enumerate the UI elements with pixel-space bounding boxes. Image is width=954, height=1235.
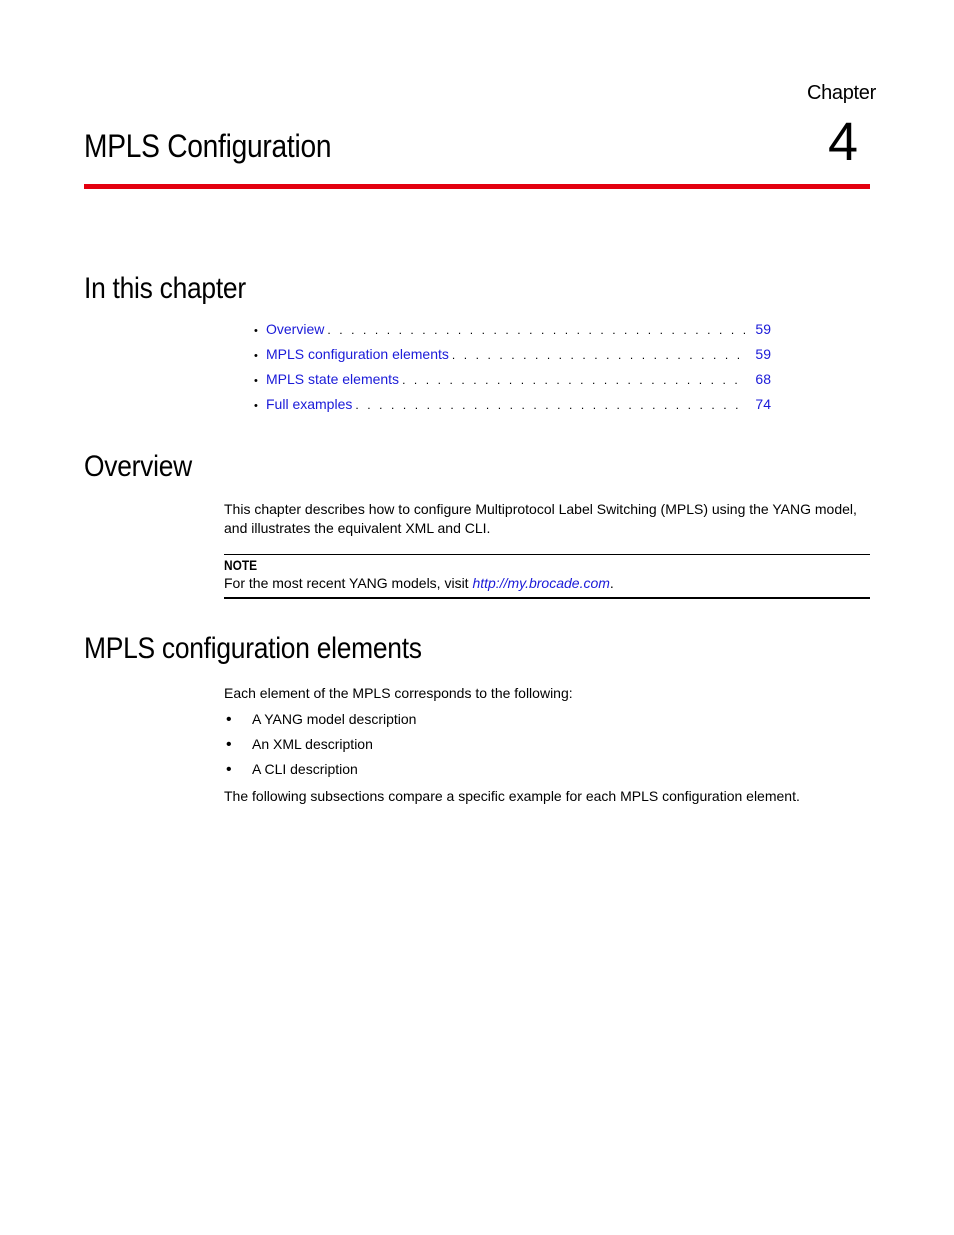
bullet-icon: • (226, 761, 232, 778)
bullet-icon: • (226, 736, 232, 753)
toc-item[interactable] (254, 321, 771, 346)
config-elements-outro: The following subsections compare a specific example for each MPLS configuration element. (224, 788, 800, 804)
in-this-chapter-heading: In this chapter (84, 272, 246, 305)
toc-page[interactable]: 74 (755, 396, 771, 412)
toc-leader (355, 398, 747, 412)
toc-link-mpls-configuration-elements[interactable]: MPLS configuration elements (266, 346, 449, 362)
toc-item[interactable] (254, 371, 771, 396)
note-text: For the most recent YANG models, visit (224, 575, 473, 591)
bullet-icon: • (254, 400, 258, 412)
list-item-text: A CLI description (252, 761, 358, 777)
toc-leader (402, 373, 747, 387)
toc-page[interactable]: 59 (755, 321, 771, 337)
config-elements-list (224, 711, 416, 786)
note-end: . (609, 575, 614, 591)
overview-heading: Overview (84, 450, 192, 483)
overview-paragraph: This chapter describes how to configure Multiprotocol Label Switching (MPLS) using the YANG model, and illustrates the equivalent XML and CLI. (224, 501, 857, 536)
toc-item[interactable] (254, 396, 771, 421)
toc-link-overview[interactable]: Overview (266, 321, 325, 337)
title-rule (84, 184, 870, 189)
config-elements-intro: Each element of the MPLS corresponds to the following: (224, 685, 573, 701)
list-item-text: An XML description (252, 736, 373, 752)
toc-leader (327, 323, 747, 337)
toc-page[interactable]: 68 (755, 371, 771, 387)
toc-leader (452, 348, 747, 362)
chapter-title: MPLS Configuration (84, 128, 332, 164)
list-item (224, 761, 416, 786)
list-item-text: A YANG model description (252, 711, 417, 727)
bullet-icon: • (254, 375, 258, 387)
bullet-icon: • (226, 711, 232, 728)
toc-item[interactable] (254, 346, 771, 371)
note-body (224, 575, 614, 591)
note-label: NOTE (224, 557, 258, 573)
chapter-label: Chapter (806, 82, 876, 104)
toc-link-mpls-state-elements[interactable]: MPLS state elements (266, 371, 400, 387)
toc-link-full-examples[interactable]: Full examples (266, 396, 353, 412)
toc-page[interactable]: 59 (755, 346, 771, 362)
note-bottom-rule (224, 597, 870, 599)
config-elements-heading: MPLS configuration elements (84, 632, 422, 665)
bullet-icon: • (254, 350, 258, 362)
bullet-icon: • (254, 325, 258, 337)
toc-list (254, 321, 771, 421)
list-item (224, 711, 416, 736)
list-item (224, 736, 416, 761)
brocade-link[interactable]: http://my.brocade.com (472, 575, 610, 591)
chapter-number: 4 (827, 112, 858, 172)
note-top-rule (224, 554, 870, 555)
